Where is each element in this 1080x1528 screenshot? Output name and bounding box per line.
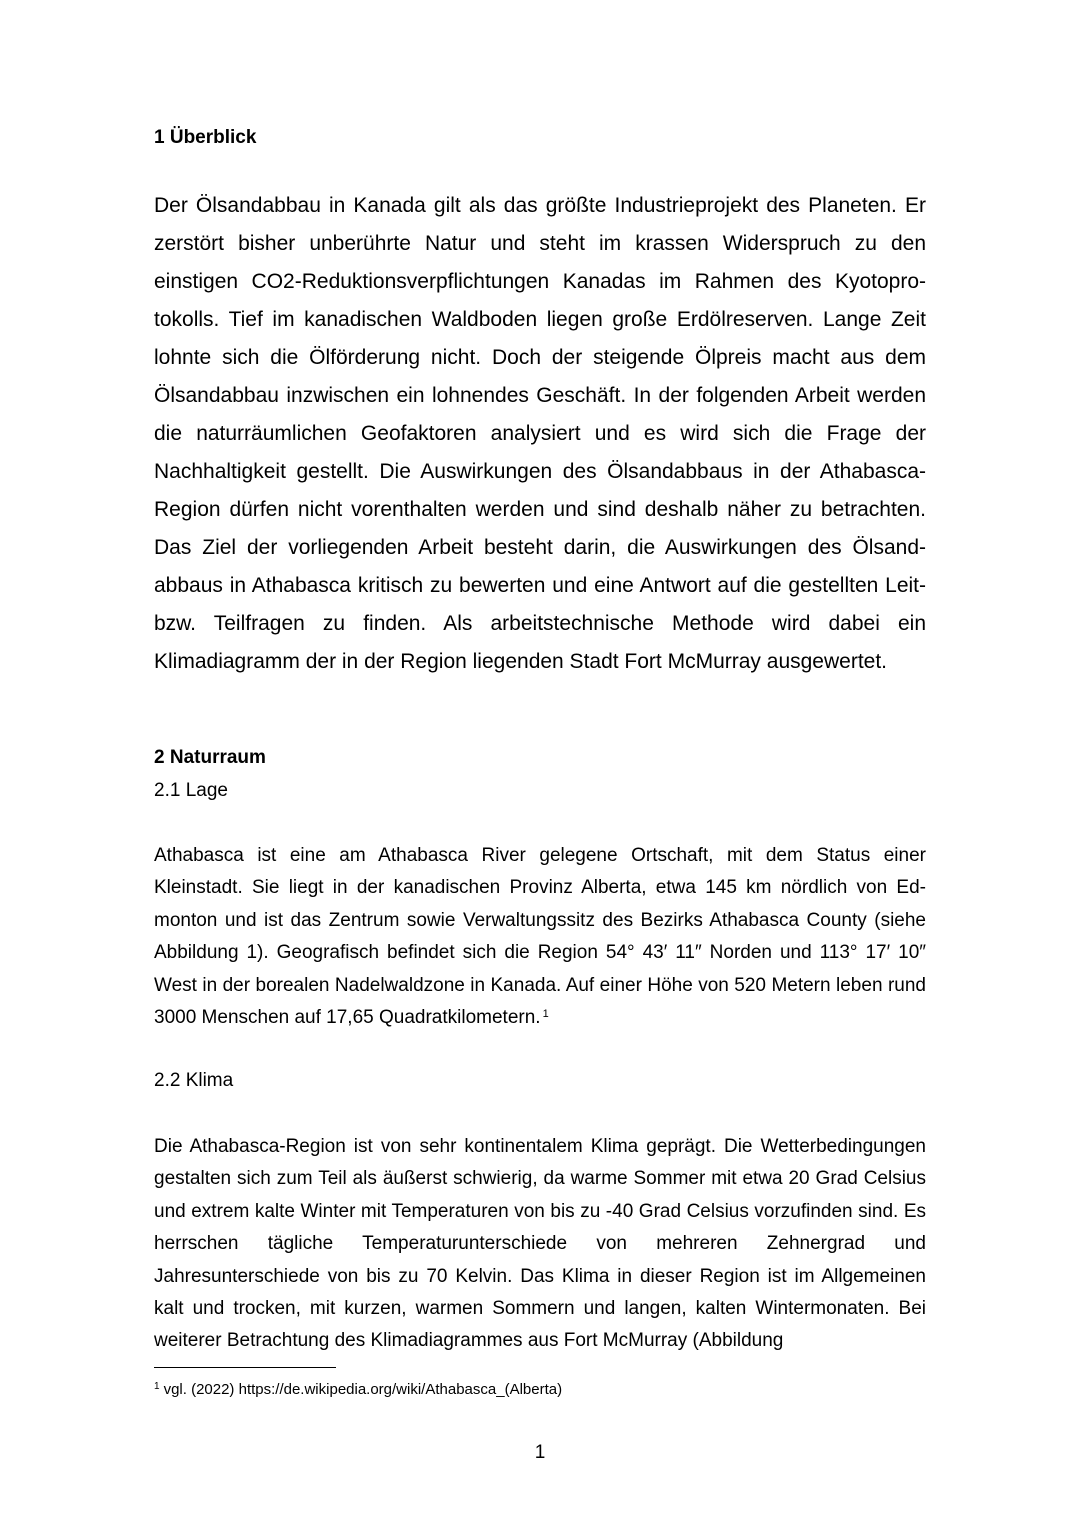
klima-paragraph: Die Athabasca-Region ist von sehr kontinentalem Klima geprägt. Die Wetterbedingungen gestalten sich zum Teil als äußerst schwierig, da warme Sommer mit etwa 20 Grad Celsius und extrem kalte Winter mit Temperaturen von bis zu -40 Grad Celsius vorzufinden sind. Es herrschen tägliche Temperaturunterschiede von mehreren Zehnergrad und Jahresunterschiede von bis zu 70 Kelvin. Das Klima in dieser Region ist im Allgemeinen kalt und trocken, mit kurzen, warmen Sommern und langen, kalten Wintermonaten. Bei weiterer Betrachtung des Klimadiagrammes aus Fort McMurray (Abbildung <box>154 1136 926 1352</box>
intro-paragraph: Der Ölsandabbau in Kanada gilt als das größte Industrieprojekt des Planeten. Er zerstört bisher unberührte Natur und steht im krassen Widerspruch zu den einstigen CO2-Reduktionsverpflichtungen Kanadas im Rahmen des Kyotoprotokolls. Tief im kanadischen Waldboden liegen große Erdölreserven. Lange Zeit lohnte sich die Ölförderung nicht. Doch der steigende Ölpreis macht aus dem Ölsandabbau inzwischen ein lohnendes Geschäft. In der folgenden Arbeit werden die naturräumlichen Geofaktoren analysiert und es wird sich die Frage der Nachhaltigkeit gestellt. Die Auswirkungen des Ölsandabbaus in der Athabasca-Region dürfen nicht vorenthalten werden und sind deshalb näher zu betrachten. Das Ziel der vorliegenden Arbeit besteht darin, die Auswirkungen des Ölsandabbaus in Athabasca kritisch zu bewerten und eine Antwort auf die gestellten Leit- bzw. Teilfragen zu finden. Als arbeitstechnische Methode wird dabei ein Klimadiagramm der in der Region liegenden Stadt Fort McMurray ausgewertet. <box>154 194 926 673</box>
footnote-separator <box>154 1367 336 1368</box>
section-heading-ueberblick: 1 Überblick <box>154 127 257 148</box>
footnote-reference[interactable]: 1 <box>542 1008 549 1021</box>
lage-paragraph-text: Athabasca ist eine am Athabasca River gelegene Ortschaft, mit dem Status einer Kleinstadt. Sie liegt in der kanadischen Provinz Alberta, etwa 145 km nördlich von Edmonton und ist das Zentrum sowie Verwaltungssitz des Bezirks Athabasca County (siehe Abbildung 1). Geografisch befindet sich die Region 54° 43′ 11″ Norden und 113° 17′ 10″ West in der borealen Nadelwaldzone in Kanada. Auf einer Höhe von 520 Metern leben rund 3000 Menschen auf 17,65 Quadratkilometern. <box>154 845 926 1029</box>
lage-paragraph <box>154 840 926 1034</box>
footnote-number: 1 <box>154 1381 160 1392</box>
subsection-heading-lage: 2.1 Lage <box>154 780 228 801</box>
section-heading-naturraum: 2 Naturraum <box>154 747 266 768</box>
footnote-text: vgl. (2022) https://de.wikipedia.org/wiki/Athabasca_(Alberta) <box>163 1381 563 1398</box>
subsection-heading-klima: 2.2 Klima <box>154 1070 234 1091</box>
footnote <box>154 1380 926 1400</box>
page-number: 1 <box>534 1442 546 1463</box>
